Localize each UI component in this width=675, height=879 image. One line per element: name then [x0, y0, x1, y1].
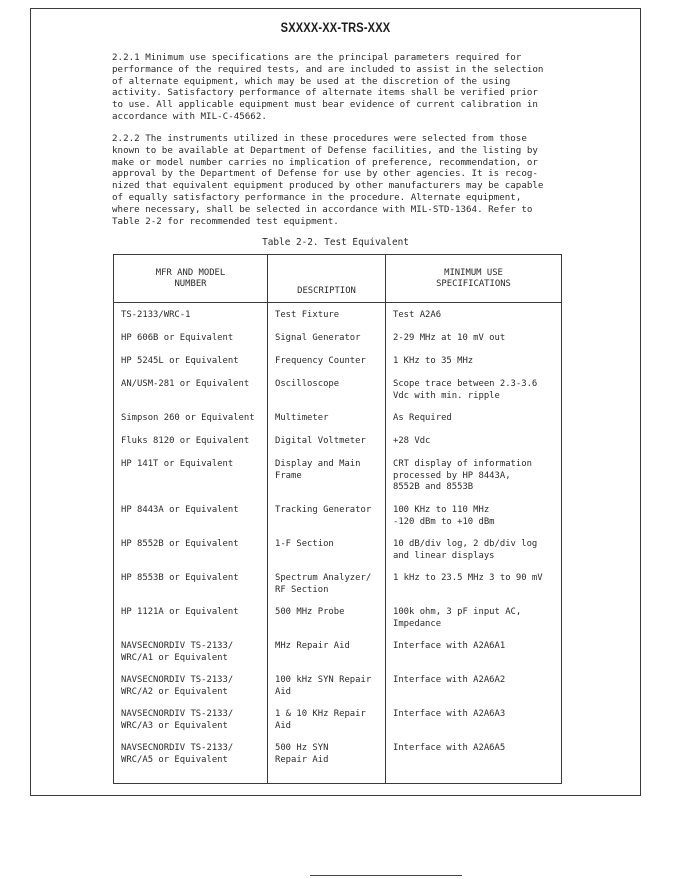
spec-cell: Interface with A2A6A5	[386, 743, 562, 784]
table-row	[114, 607, 562, 641]
test-equipment-table	[113, 254, 562, 784]
table-row	[114, 356, 562, 379]
model-cell: HP 606B or Equivalent	[114, 333, 268, 356]
model-cell: TS-2133/WRC-1	[114, 303, 268, 334]
spec-cell: 100 KHz to 110 MHz -120 dBm to +10 dBm	[386, 505, 562, 539]
model-cell: HP 5245L or Equivalent	[114, 356, 268, 379]
table-row	[114, 379, 562, 413]
description-cell: MHz Repair Aid	[268, 641, 386, 675]
description-cell: 1-F Section	[268, 539, 386, 573]
model-cell: HP 141T or Equivalent	[114, 459, 268, 505]
table-row	[114, 539, 562, 573]
description-cell: 100 kHz SYN Repair Aid	[268, 675, 386, 709]
spec-cell: CRT display of information processed by HP 8443A, 8552B and 8553B	[386, 459, 562, 505]
spec-cell: Interface with A2A6A3	[386, 709, 562, 743]
table-row	[114, 743, 562, 784]
table-header-row	[114, 255, 562, 303]
table-row	[114, 675, 562, 709]
description-cell: 1 & 10 KHz Repair Aid	[268, 709, 386, 743]
model-cell: Simpson 260 or Equivalent	[114, 413, 268, 436]
model-cell: NAVSECNORDIV TS-2133/ WRC/A5 or Equivalent	[114, 743, 268, 784]
model-cell: HP 1121A or Equivalent	[114, 607, 268, 641]
footer-rule	[310, 875, 462, 876]
paragraph-2-2-1: 2.2.1 Minimum use specifications are the principal parameters required for performance of the required tests, and are included to assist in the selection of alternate equipment, which may be used at the discretion of the using activity. Satisfactory performance of alternate items shall be verified prior to use. All applicable equipment must bear evidence of current calibration in accordance with MIL-C-45662.	[112, 52, 544, 122]
description-cell: Signal Generator	[268, 333, 386, 356]
description-cell: Digital Voltmeter	[268, 436, 386, 459]
spec-cell: Test A2A6	[386, 303, 562, 334]
description-cell: Oscilloscope	[268, 379, 386, 413]
model-cell: NAVSECNORDIV TS-2133/ WRC/A3 or Equivalent	[114, 709, 268, 743]
column-header-description: DESCRIPTION	[268, 255, 386, 303]
table-row	[114, 333, 562, 356]
spec-cell: +28 Vdc	[386, 436, 562, 459]
description-cell: Tracking Generator	[268, 505, 386, 539]
spec-cell: Interface with A2A6A2	[386, 675, 562, 709]
spec-cell: 10 dB/div log, 2 db/div log and linear displays	[386, 539, 562, 573]
table-row	[114, 436, 562, 459]
description-cell: Multimeter	[268, 413, 386, 436]
column-header-model: MFR AND MODEL NUMBER	[114, 255, 268, 303]
model-cell: HP 8552B or Equivalent	[114, 539, 268, 573]
page-frame	[30, 8, 641, 796]
spec-cell: Scope trace between 2.3-3.6 Vdc with min. ripple	[386, 379, 562, 413]
model-cell: NAVSECNORDIV TS-2133/ WRC/A2 or Equivalent	[114, 675, 268, 709]
table-row	[114, 641, 562, 675]
model-cell: AN/USM-281 or Equivalent	[114, 379, 268, 413]
model-cell: NAVSECNORDIV TS-2133/ WRC/A1 or Equivalent	[114, 641, 268, 675]
spec-cell: 2-29 MHz at 10 mV out	[386, 333, 562, 356]
column-header-specifications: MINIMUM USE SPECIFICATIONS	[386, 255, 562, 303]
spec-cell: Interface with A2A6A1	[386, 641, 562, 675]
table-row	[114, 303, 562, 334]
spec-cell: 1 KHz to 35 MHz	[386, 356, 562, 379]
table-row	[114, 709, 562, 743]
description-cell: Frequency Counter	[268, 356, 386, 379]
paragraph-2-2-2: 2.2.2 The instruments utilized in these procedures were selected from those known to be available at Department of Defense facilities, and the listing by make or model number carries no implication of preference, recommendation, or approval by the Department of Defense for use by other agencies. It is recog- nized that equivalent equipment produced by other manufacturers may be capable of equally satisfactory performance in the procedure. Alternate equipment, where necessary, shall be selected in accordance with MIL-STD-1364. Refer to Table 2-2 for recommended test equipment.	[112, 133, 544, 227]
spec-cell: 100k ohm, 3 pF input AC, Impedance	[386, 607, 562, 641]
table-row	[114, 573, 562, 607]
table-row	[114, 413, 562, 436]
model-cell: HP 8553B or Equivalent	[114, 573, 268, 607]
description-cell: Test Fixture	[268, 303, 386, 334]
description-cell: Display and Main Frame	[268, 459, 386, 505]
spec-cell: 1 kHz to 23.5 MHz 3 to 90 mV	[386, 573, 562, 607]
model-cell: Fluks 8120 or Equivalent	[114, 436, 268, 459]
description-cell: Spectrum Analyzer/ RF Section	[268, 573, 386, 607]
description-cell: 500 Hz SYN Repair Aid	[268, 743, 386, 784]
description-cell: 500 MHz Probe	[268, 607, 386, 641]
spec-cell: As Required	[386, 413, 562, 436]
table-caption: Table 2-2. Test Equivalent	[262, 237, 409, 248]
table-row	[114, 505, 562, 539]
document-number-header: SXXXX-XX-TRS-XXX	[280, 20, 391, 35]
table-row	[114, 459, 562, 505]
model-cell: HP 8443A or Equivalent	[114, 505, 268, 539]
